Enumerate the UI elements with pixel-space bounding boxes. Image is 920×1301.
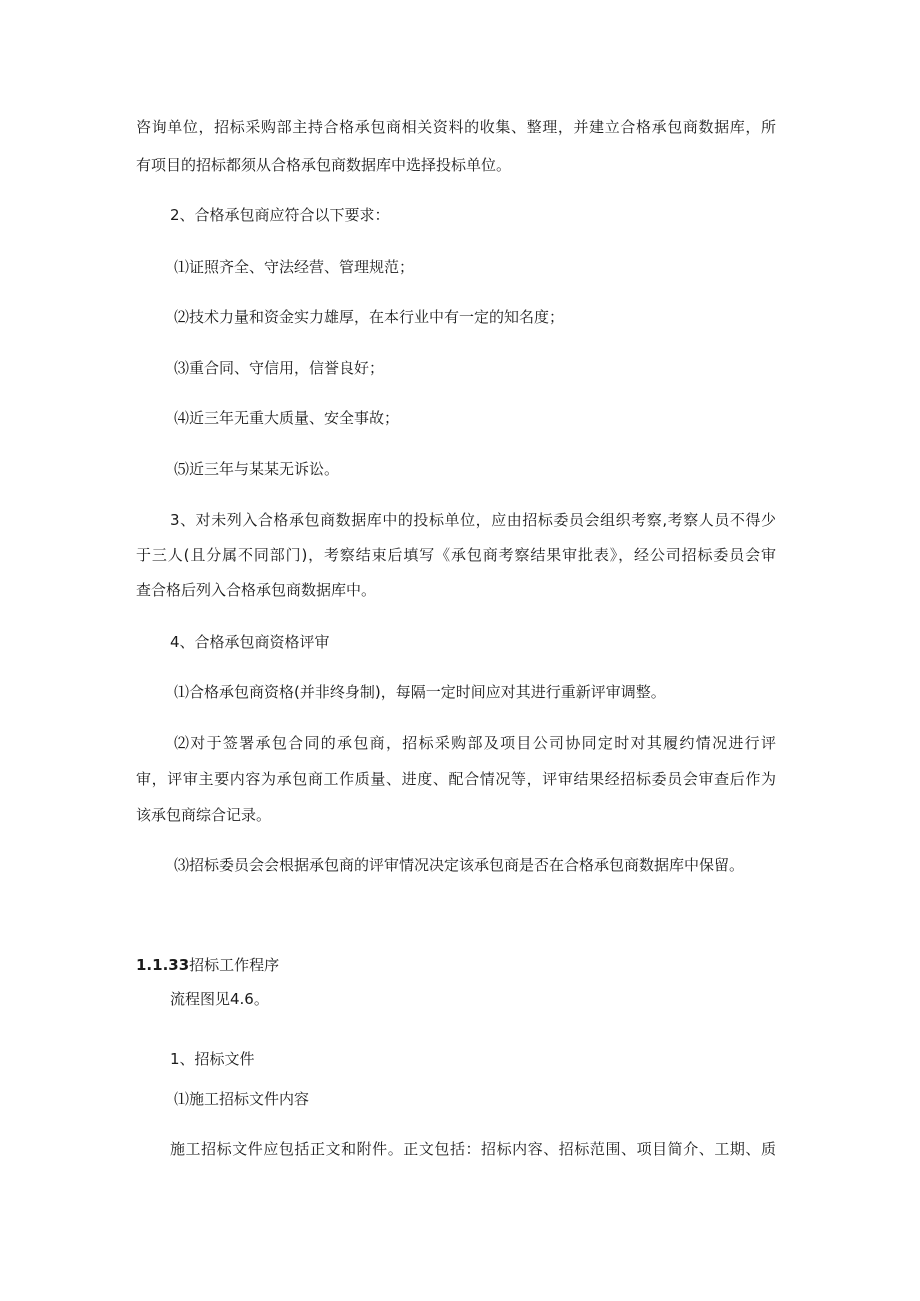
text-line: 咨询单位，招标采购部主持合格承包商相关资料的收集、整理，并建立合格承包商数据库，所 xyxy=(136,118,776,136)
requirement-item-3: ⑶重合同、守信用，信誉良好； xyxy=(174,359,385,377)
review-item-1: ⑴合格承包商资格(并非终身制)，每隔一定时间应对其进行重新评审调整。 xyxy=(174,683,666,701)
text-line: 该承包商综合记录。 xyxy=(136,806,272,824)
paragraph-supplier-database xyxy=(136,114,776,178)
paragraph-section-3 xyxy=(136,507,776,603)
section-heading-text: 招标工作程序 xyxy=(189,956,280,974)
tender-document-body: 施工招标文件应包括正文和附件。正文包括：招标内容、招标范围、项目简介、工期、质 xyxy=(170,1140,776,1158)
section-heading-number: 1.1.33 xyxy=(136,956,190,974)
text-line: 3、对未列入合格承包商数据库中的投标单位，应由招标委员会组织考察,考察人员不得少 xyxy=(170,511,776,529)
text-line: ⑵对于签署承包合同的承包商，招标采购部及项目公司协同定时对其履约情况进行评 xyxy=(174,734,776,752)
text-line: 于三人(且分属不同部门)，考察结束后填写《承包商考察结果审批表》，经公司招标委员会审 xyxy=(136,546,776,564)
subsection-1-title: 1、招标文件 xyxy=(170,1050,255,1068)
text-line: 查合格后列入合格承包商数据库中。 xyxy=(136,581,377,599)
requirement-item-1: ⑴证照齐全、守法经营、管理规范； xyxy=(174,258,415,276)
text-line: 有项目的招标都须从合格承包商数据库中选择投标单位。 xyxy=(136,156,512,174)
flowchart-reference: 流程图见4.6。 xyxy=(170,990,269,1008)
requirement-item-4: ⑷近三年无重大质量、安全事故； xyxy=(174,409,400,427)
section-4-title: 4、合格承包商资格评审 xyxy=(170,633,330,651)
subsection-1-item-1: ⑴施工招标文件内容 xyxy=(174,1090,310,1108)
section-2-title: 2、合格承包商应符合以下要求： xyxy=(170,206,390,224)
paragraph-review-item-2 xyxy=(136,730,776,828)
requirement-item-5: ⑸近三年与某某无诉讼。 xyxy=(174,460,340,478)
review-item-3: ⑶招标委员会会根据承包商的评审情况决定该承包商是否在合格承包商数据库中保留。 xyxy=(174,856,745,874)
section-heading xyxy=(136,952,776,978)
requirement-item-2: ⑵技术力量和资金实力雄厚，在本行业中有一定的知名度； xyxy=(174,308,565,326)
text-line: 审，评审主要内容为承包商工作质量、进度、配合情况等，评审结果经招标委员会审查后作为 xyxy=(136,770,776,788)
